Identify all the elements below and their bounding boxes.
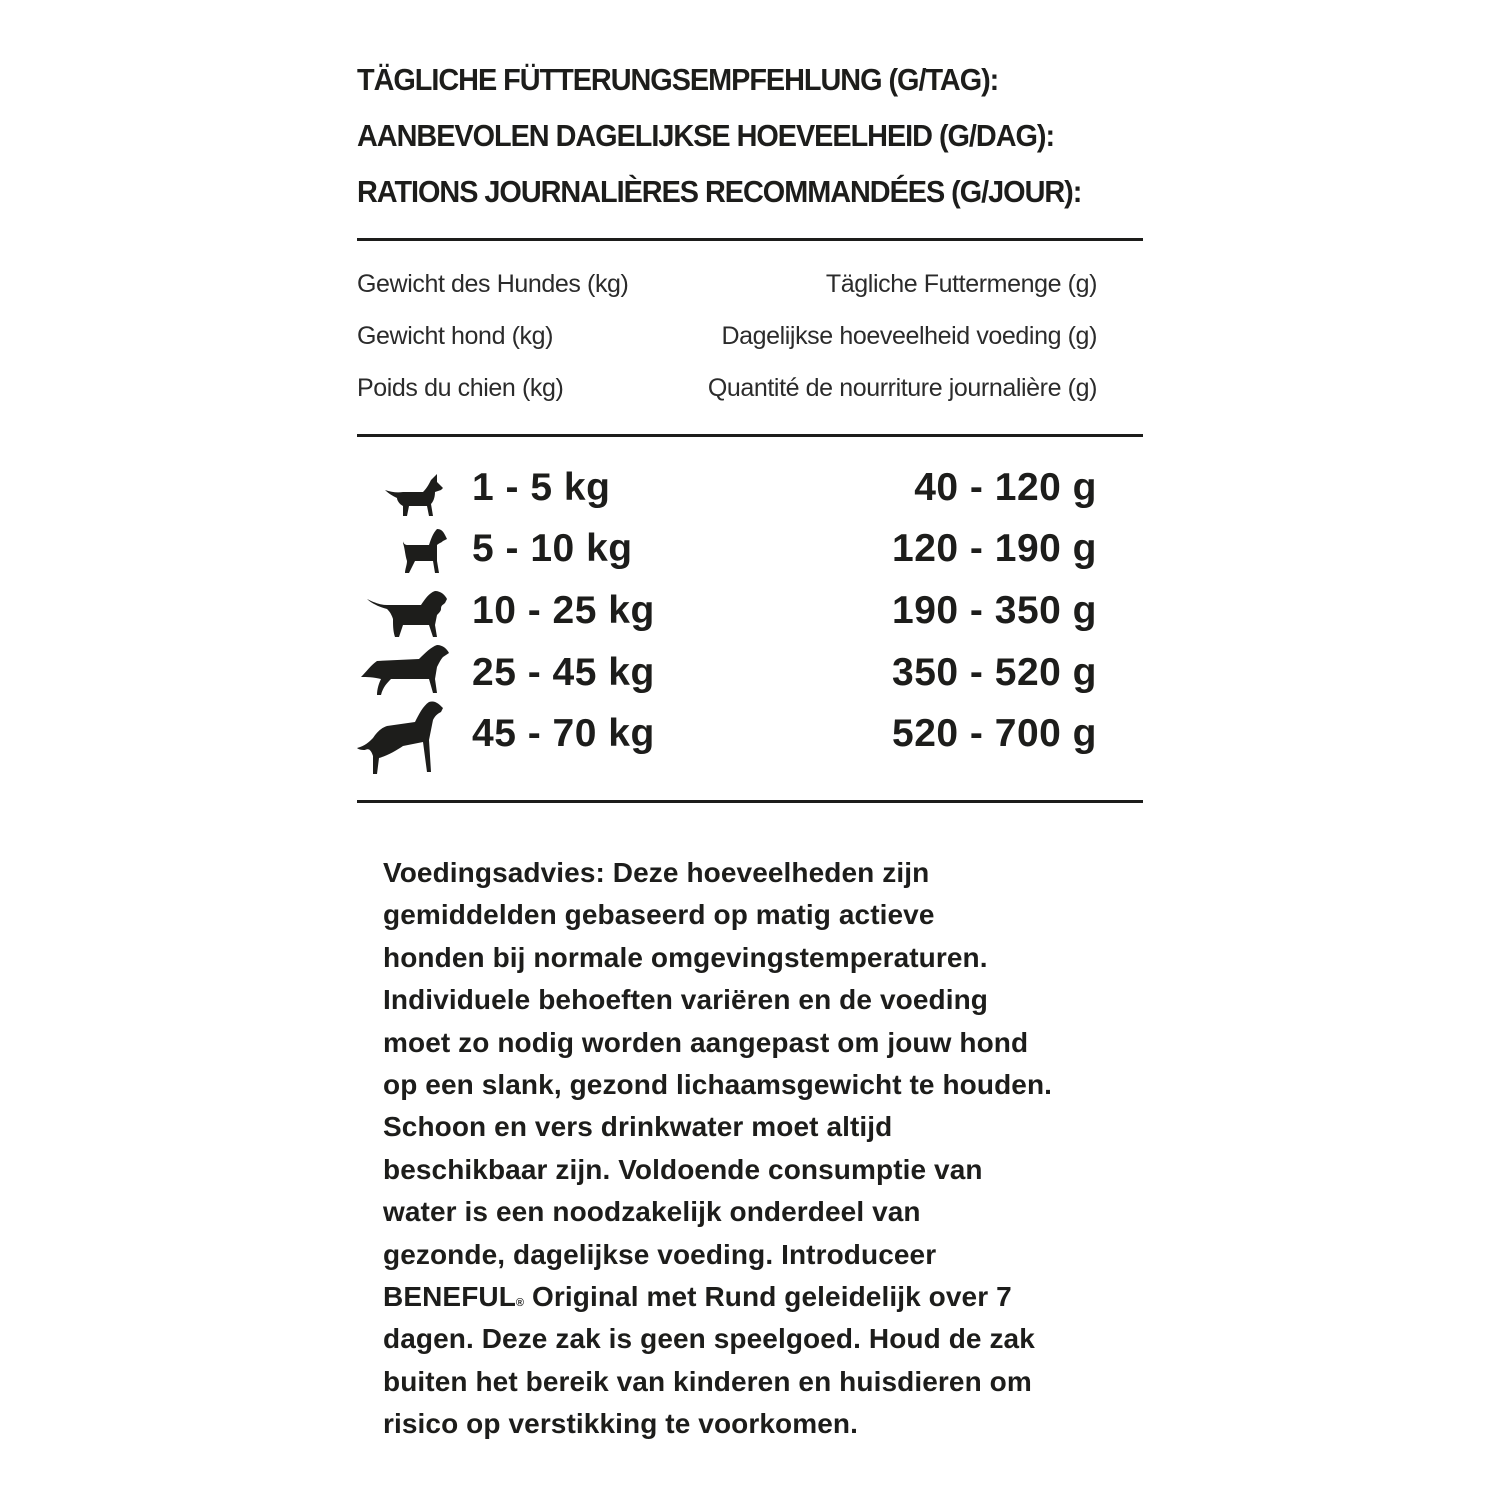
table-row <box>357 527 1143 587</box>
advice-line-rest: Original met Rund geleidelijk over 7 <box>524 1281 1012 1313</box>
weight-header-german: Gewicht des Hundes (kg) <box>357 270 629 298</box>
weight-header-dutch: Gewicht hond (kg) <box>357 322 554 350</box>
advice-line: moet zo nodig worden aangepast om jouw hond <box>383 1026 1029 1058</box>
food-amount: 190 - 350 g <box>892 589 1097 632</box>
advice-line: gemiddelden gebaseerd op matig actieve <box>383 899 935 931</box>
divider-bottom <box>357 800 1143 803</box>
table-row <box>357 589 1143 649</box>
advice-line: beschikbaar zijn. Voldoende consumptie van <box>383 1153 983 1185</box>
advice-line: op een slank, gezond lichaamsgewicht te houden. <box>383 1069 1053 1101</box>
heading-dutch: AANBEVOLEN DAGELIJKSE HOEVEELHEID (G/DAG): <box>357 118 1055 153</box>
food-amount: 350 - 520 g <box>892 651 1097 694</box>
advice-line: water is een noodzakelijk onderdeel van <box>383 1196 921 1228</box>
advice-line: buiten het bereik van kinderen en huisdieren om <box>383 1365 1032 1397</box>
food-amount: 40 - 120 g <box>914 466 1097 509</box>
amount-header-german: Tägliche Futtermenge (g) <box>825 270 1097 298</box>
weight-range: 5 - 10 kg <box>472 527 633 570</box>
weight-range: 1 - 5 kg <box>472 466 611 509</box>
advice-brand-line <box>383 1276 1143 1318</box>
table-row <box>357 466 1143 526</box>
advice-line: Individuele behoeften variëren en de voeding <box>383 984 988 1016</box>
food-amount: 120 - 190 g <box>892 527 1097 570</box>
weight-header-french: Poids du chien (kg) <box>357 374 564 402</box>
advice-line: Voedingsadvies: Deze hoeveelheden zijn <box>383 857 930 888</box>
heading-french: RATIONS JOURNALIÈRES RECOMMANDÉES (G/JOUR): <box>357 174 1082 209</box>
amount-header-dutch: Dagelijkse hoeveelheid voeding (g) <box>721 322 1097 350</box>
table-row <box>357 651 1143 711</box>
advice-line: risico op verstikking te voorkomen. <box>383 1408 858 1440</box>
weight-range: 45 - 70 kg <box>472 712 655 755</box>
weight-range: 10 - 25 kg <box>472 589 655 632</box>
brand-name: BENEFUL <box>383 1281 516 1313</box>
advice-line: Schoon en vers drinkwater moet altijd <box>383 1111 893 1143</box>
giant-dog-icon <box>357 700 449 780</box>
table-row <box>357 712 1143 772</box>
advice-line: gezonde, dagelijkse voeding. Introduceer <box>383 1238 937 1270</box>
feeding-advice <box>383 852 1143 1446</box>
divider-middle <box>357 434 1143 437</box>
weight-range: 25 - 45 kg <box>472 651 655 694</box>
food-amount: 520 - 700 g <box>892 712 1097 755</box>
amount-header-french: Quantité de nourriture journalière (g) <box>707 374 1097 402</box>
advice-line: honden bij normale omgevingstemperaturen. <box>383 941 988 973</box>
advice-line: dagen. Deze zak is geen speelgoed. Houd de zak <box>383 1323 1035 1355</box>
heading-german: TÄGLICHE FÜTTERUNGSEMPFEHLUNG (G/TAG): <box>357 62 999 97</box>
registered-mark: ® <box>515 1297 525 1310</box>
divider-top <box>357 238 1143 241</box>
